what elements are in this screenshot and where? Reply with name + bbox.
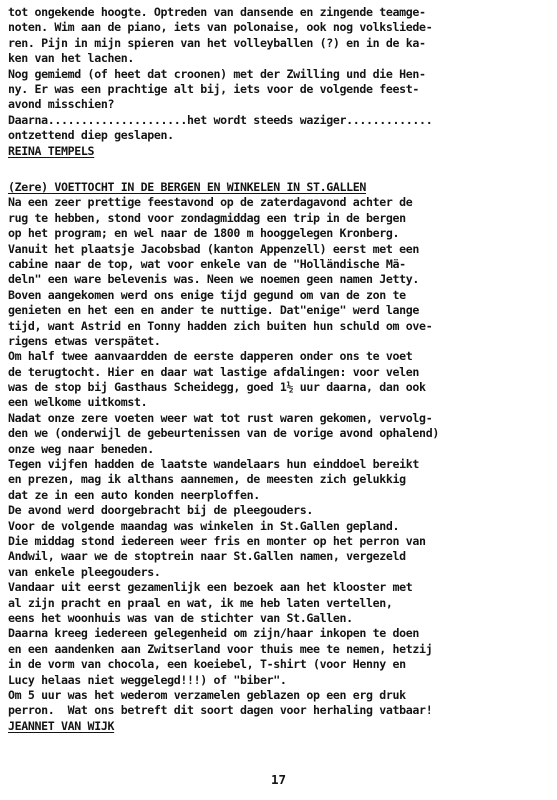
text-line: Nog gemiemd (of heet dat croonen) met der Zwilling und die Hen-	[8, 66, 426, 81]
text-line: eens het woonhuis was van de stichter van St.Gallen.	[8, 610, 353, 625]
text-line: rug te hebben, stond voor zondagmiddag een trip in de bergen	[8, 210, 406, 225]
section-party-recap	[8, 5, 553, 159]
section-hike-and-shopping	[8, 180, 553, 734]
text-line: onze weg naar beneden.	[8, 441, 154, 456]
text-line: en prezen, mag ik althans aannemen, de meesten zich gelukkig	[8, 472, 406, 487]
article-heading: (Zere) VOETTOCHT IN DE BERGEN EN WINKELEN IN ST.GALLEN	[8, 180, 368, 195]
text-line: de terugtocht. Hier en daar wat lastige afdalingen: voor velen	[8, 364, 420, 379]
text-line: Andwil, waar we de stoptrein naar St.Gallen namen, vergezeld	[8, 549, 406, 564]
text-line: Lucy helaas niet weggelegd!!!) of "biber".	[8, 672, 287, 687]
text-line: Tegen vijfen hadden de laatste wandelaars hun einddoel bereikt	[8, 457, 420, 472]
text-line: dat ze in een auto konden neerploffen.	[8, 487, 260, 502]
text-line: ontzettend diep geslapen.	[8, 128, 174, 143]
text-line: avond misschien?	[8, 97, 115, 112]
text-line: tot ongekende hoogte. Optreden van dansende en zingende teamge-	[8, 5, 426, 19]
text-line: Vanuit het plaatsje Jacobsbad (kanton Appenzell) eerst met een	[8, 241, 420, 256]
text-line: Nadat onze zere voeten weer wat tot rust waren gekomen, vervolg-	[8, 410, 433, 425]
text-line: ken van het lachen.	[8, 51, 134, 66]
text-line: in de vorm van chocola, een koeiebel, T-shirt (voor Henny en	[8, 657, 406, 672]
text-line: Om 5 uur was het wederom verzamelen geblazen op een erg druk	[8, 687, 406, 702]
author-signature: REINA TEMPELS	[8, 143, 95, 158]
text-line: rigens etwas verspätet.	[8, 333, 161, 348]
text-line: noten. Wim aan de piano, iets van polonaise, ook nog volksliede-	[8, 20, 433, 35]
text-line: Boven aangekomen werd ons enige tijd gegund om van de zon te	[8, 287, 406, 302]
text-line: ren. Pijn in mijn spieren van het volleyballen (?) en in de ka-	[8, 35, 426, 50]
text-line: Daarna kreeg iedereen gelegenheid om zijn/haar inkopen te doen	[8, 626, 420, 641]
signature-line	[8, 144, 553, 159]
text-line: een welkome uitkomst.	[8, 395, 148, 410]
text-line: genieten en het een en ander te nuttige. Dat"enige" werd lange	[8, 303, 420, 318]
text-line: van enkele pleegouders.	[8, 564, 161, 579]
heading-line	[8, 180, 553, 195]
text-line: Daarna.....................het wordt steeds waziger.............	[8, 112, 433, 127]
text-line: en een aandenken aan Zwitserland voor thuis mee te nemen, hetzij	[8, 641, 433, 656]
signature-line	[8, 719, 553, 734]
text-line: perron. Wat ons betreft dit soort dagen voor herhaling vatbaar!	[8, 703, 433, 718]
page-number: 17	[270, 772, 287, 787]
text-line: tijd, want Astrid en Tonny hadden zich buiten hun schuld om ove-	[8, 318, 433, 333]
text-line: Na een zeer prettige feestavond op de zaterdagavond achter de	[8, 195, 413, 210]
text-line: Die middag stond iedereen weer fris en monter op het perron van	[8, 533, 426, 548]
text-line: Om half twee aanvaardden de eerste dapperen onder ons te voet	[8, 349, 413, 364]
text-line: al zijn pracht en praal en wat, ik me heb laten vertellen,	[8, 595, 393, 610]
author-signature: JEANNET VAN WIJK	[8, 718, 115, 733]
text-line: was de stop bij Gasthaus Scheidegg, goed 1½ uur daarna, dan ook	[8, 380, 426, 395]
text-line: cabine naar de top, wat voor enkele van de "Holländische Mä-	[8, 256, 406, 271]
text-line: De avond werd doorgebracht bij de pleegouders.	[8, 503, 313, 518]
text-line: den we (onderwijl de gebeurtenissen van de vorige avond ophalend)	[8, 426, 439, 441]
text-line: op het program; en wel naar de 1800 m hooggelegen Kronberg.	[8, 226, 400, 241]
text-line: ny. Er was een prachtige alt bij, iets voor de volgende feest-	[8, 81, 420, 96]
text-line: Vandaar uit eerst gezamenlijk een bezoek aan het klooster met	[8, 580, 413, 595]
text-line: deln" een ware belevenis was. Neen we noemen geen namen Jetty.	[8, 272, 420, 287]
text-line: Voor de volgende maandag was winkelen in St.Gallen gepland.	[8, 518, 400, 533]
